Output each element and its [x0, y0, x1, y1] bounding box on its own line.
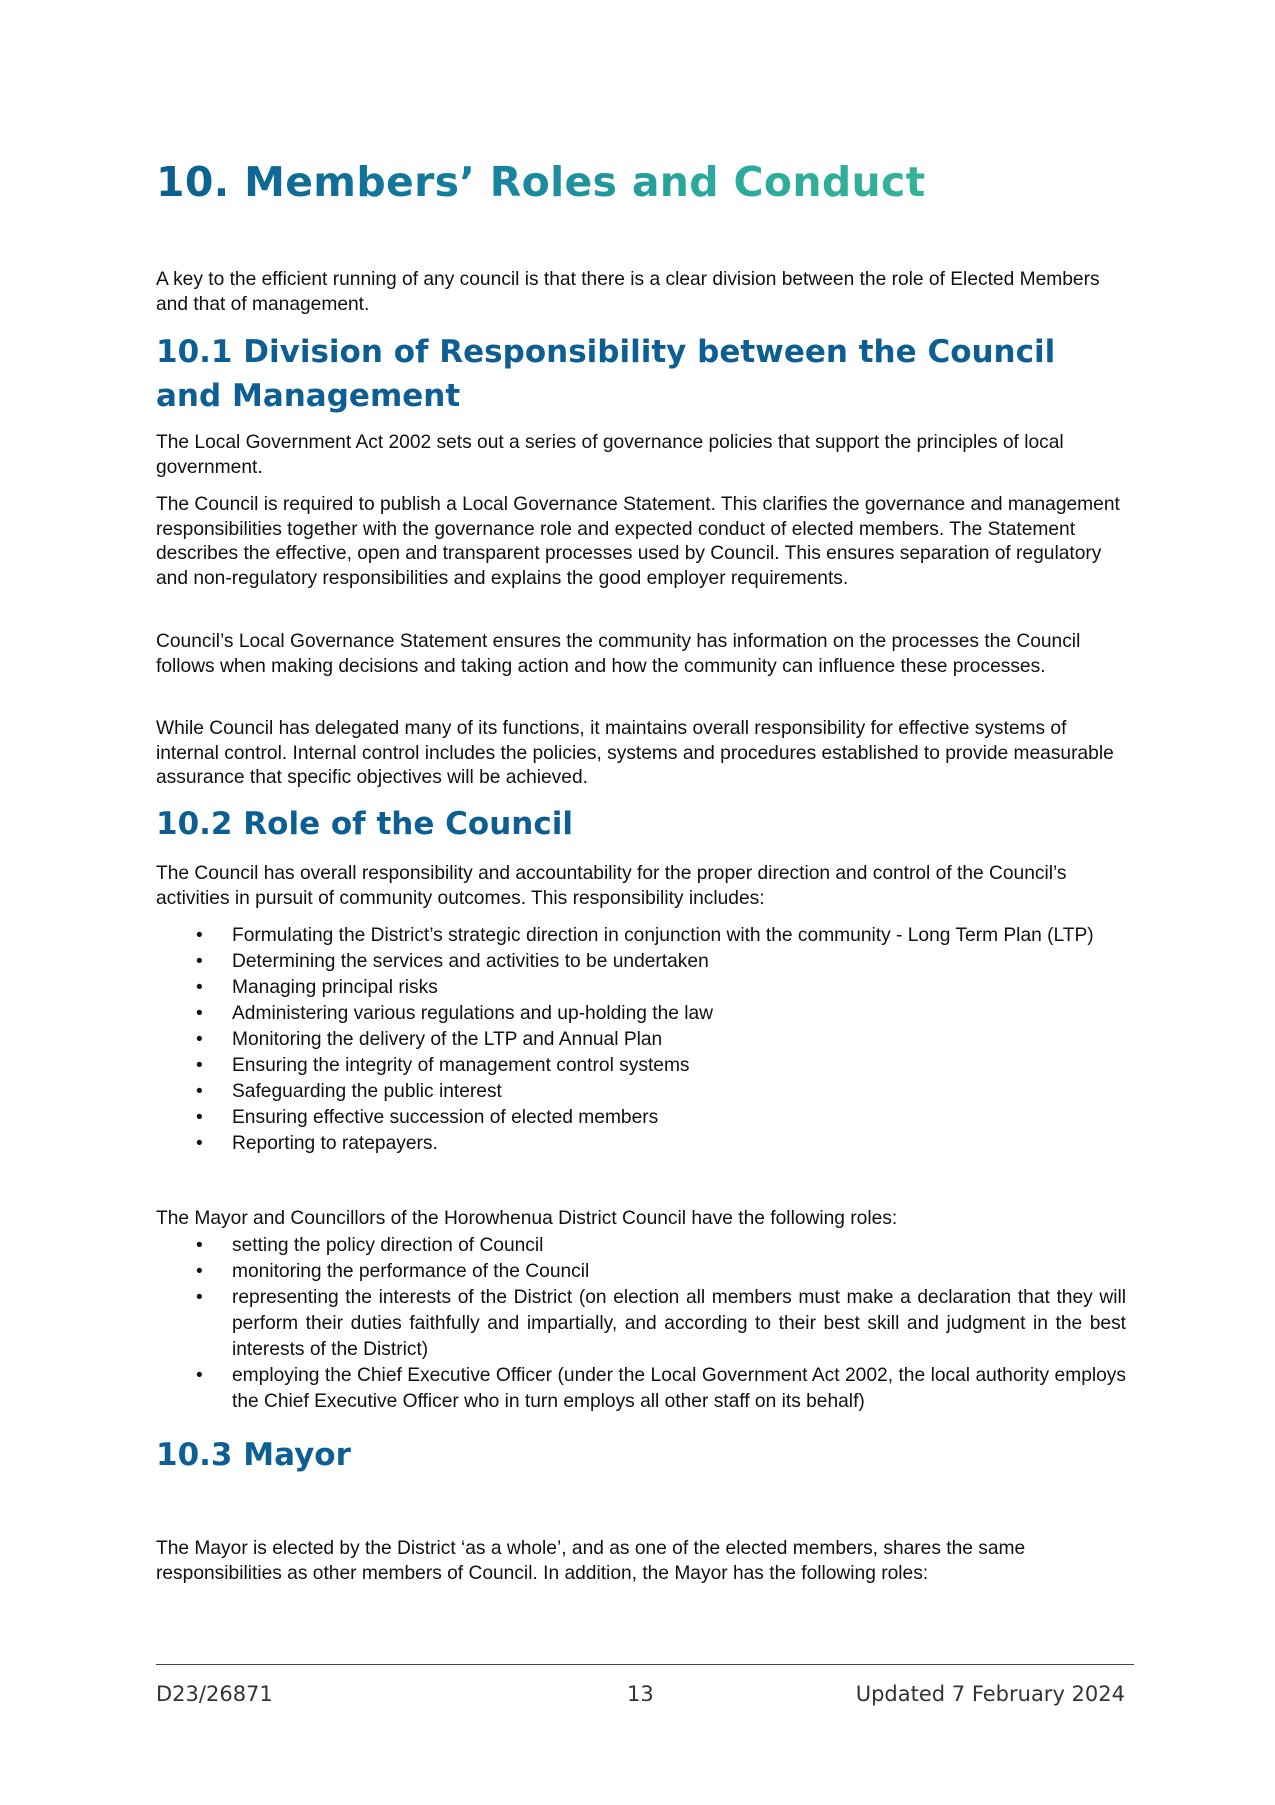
section-10-1-paragraph-4: While Council has delegated many of its functions, it maintains overall responsibility for effective systems of internal control. Internal control includes the policies, systems and procedures established to provide measurable assurance that specific objectives will be achieved. [156, 718, 1114, 788]
list-item [156, 923, 1126, 949]
list-item [156, 1001, 1126, 1027]
footer-doc-ref: D23/26871 [156, 1682, 273, 1706]
list-item-text: Ensuring effective succession of elected members [232, 1107, 659, 1128]
section-10-2-paragraph-1: The Council has overall responsibility and accountability for the proper direction and control of the Council’s activities in pursuit of community outcomes. This responsibility includes: [156, 863, 1067, 909]
list-item-text: Safeguarding the public interest [232, 1081, 502, 1102]
list-item [156, 1105, 1126, 1131]
section-10-1-paragraph-1: The Local Government Act 2002 sets out a series of governance policies that support the principles of local government. [156, 432, 1064, 478]
section-10-2-paragraph-2: The Mayor and Councillors of the Horowhenua District Council have the following roles: [156, 1208, 898, 1229]
bullet-icon: • [196, 1107, 203, 1128]
bullet-icon: • [196, 1287, 203, 1308]
bullet-icon: • [196, 1133, 203, 1154]
page-title: 10. Members’ Roles and Conduct [156, 158, 926, 206]
bullet-icon: • [196, 1261, 203, 1282]
bullet-icon: • [196, 1081, 203, 1102]
list-item [156, 1027, 1126, 1053]
list-item-text: employing the Chief Executive Officer (under the Local Government Act 2002, the local authority employs the Chief Executive Officer who in turn employs all other staff on its behalf) [232, 1365, 1126, 1412]
list-item [156, 1363, 1126, 1415]
section-10-3-paragraph-1: The Mayor is elected by the District ‘as a whole’, and as one of the elected members, shares the same responsibilities as other members of Council. In addition, the Mayor has the following roles: [156, 1538, 1026, 1584]
bullet-icon: • [196, 925, 203, 946]
list-item-text: Monitoring the delivery of the LTP and Annual Plan [232, 1029, 663, 1050]
bullet-icon: • [196, 1003, 203, 1024]
list-item [156, 1131, 1126, 1157]
section-10-2-heading: 10.2 Role of the Council [156, 806, 573, 842]
list-item [156, 1053, 1126, 1079]
bullet-icon: • [196, 1365, 203, 1386]
list-item [156, 1233, 1126, 1259]
list-item-text: setting the policy direction of Council [232, 1235, 544, 1256]
list-item-text: Determining the services and activities to be undertaken [232, 951, 709, 972]
footer-updated-date: Updated 7 February 2024 [855, 1682, 1125, 1706]
list-item [156, 1259, 1126, 1285]
mayor-councillor-roles-list [156, 1233, 1126, 1415]
council-responsibilities-list [156, 923, 1126, 1157]
list-item-text: Reporting to ratepayers. [232, 1133, 438, 1154]
bullet-icon: • [196, 1235, 203, 1256]
bullet-icon: • [196, 1055, 203, 1076]
footer-page-number: 13 [627, 1682, 654, 1706]
section-10-1-paragraph-2: The Council is required to publish a Local Governance Statement. This clarifies the governance and management responsibilities together with the governance role and expected conduct of elected members. The Statement describes the effective, open and transparent processes used by Council. This ensures separation of regulatory and non-regulatory responsibilities and explains the good employer requirements. [156, 494, 1120, 589]
intro-paragraph: A key to the efficient running of any council is that there is a clear division between the role of Elected Members and that of management. [156, 269, 1100, 315]
footer-divider [156, 1664, 1134, 1665]
section-10-1-heading: 10.1 Division of Responsibility between the Council and Management [156, 334, 1056, 414]
list-item [156, 1285, 1126, 1363]
list-item-text: representing the interests of the District (on election all members must make a declaration that they will perform their duties faithfully and impartially, and according to their best skill and judgment in the best interests of the District) [232, 1287, 1126, 1360]
bullet-icon: • [196, 951, 203, 972]
list-item-text: Managing principal risks [232, 977, 438, 998]
list-item [156, 949, 1126, 975]
list-item-text: monitoring the performance of the Council [232, 1261, 590, 1282]
list-item [156, 1079, 1126, 1105]
list-item [156, 975, 1126, 1001]
section-10-3-heading: 10.3 Mayor [156, 1437, 351, 1473]
list-item-text: Formulating the District’s strategic direction in conjunction with the community - Long Term Plan (LTP) [232, 925, 1094, 946]
section-10-1-paragraph-3: Council’s Local Governance Statement ensures the community has information on the processes the Council follows when making decisions and taking action and how the community can influence these processes. [156, 631, 1081, 677]
bullet-icon: • [196, 977, 203, 998]
bullet-icon: • [196, 1029, 203, 1050]
list-item-text: Ensuring the integrity of management control systems [232, 1055, 690, 1076]
list-item-text: Administering various regulations and up-holding the law [232, 1003, 714, 1024]
